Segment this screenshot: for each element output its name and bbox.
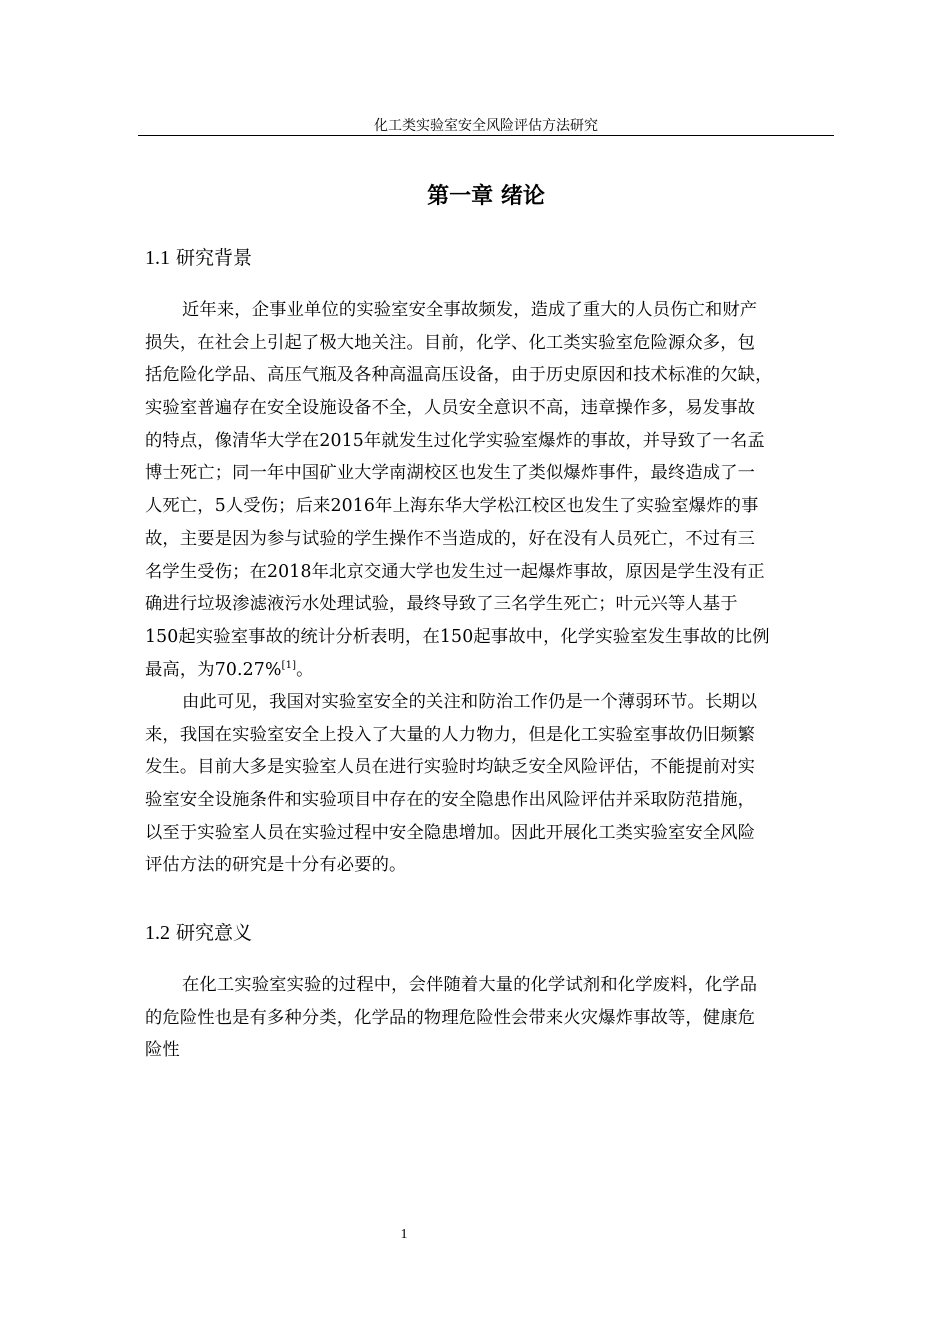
- section-heading-1-2: [145, 920, 252, 946]
- running-header: 化工类实验室安全风险评估方法研究: [374, 118, 598, 134]
- line-tail: 。: [296, 659, 314, 680]
- paragraph-line: 评估方法的研究是十分有必要的。: [145, 855, 407, 876]
- paragraph-1-2-a: [145, 969, 829, 1067]
- paragraph-line: 验室安全设施条件和实验项目中存在的安全隐患作出风险评估并采取防范措施，: [145, 790, 756, 811]
- paragraph-line: 人死亡，5人受伤；后来2016年上海东华大学松江校区也发生了实验室爆炸的事: [145, 496, 759, 517]
- paragraph-line: 发生。目前大多是实验室人员在进行实验时均缺乏安全风险评估，不能提前对实: [145, 757, 756, 778]
- paragraph-1-1-b: [145, 686, 829, 882]
- paragraph-line: 损失，在社会上引起了极大地关注。目前，化学、化工类实验室危险源众多，包: [145, 332, 756, 353]
- paragraph-line: 确进行垃圾渗滤液污水处理试验，最终导致了三名学生死亡；叶元兴等人基于: [145, 594, 738, 615]
- section-number: 1.2: [145, 922, 170, 944]
- paragraph-line: 近年来，企事业单位的实验室安全事故频发，造成了重大的人员伤亡和财产: [182, 300, 758, 320]
- paragraph-line: 在化工实验室实验的过程中，会伴随着大量的化学试剂和化学废料，化学品: [182, 975, 758, 995]
- paragraph-line: 括危险化学品、高压气瓶及各种高温高压设备，由于历史原因和技术标准的欠缺，: [145, 365, 773, 386]
- paragraph-line: 来，我国在实验室安全上投入了大量的人力物力，但是化工实验室事故仍旧频繁: [145, 724, 756, 745]
- line-text: 最高，为70.27%: [145, 659, 282, 680]
- chapter-title: 第一章 绪论: [427, 184, 545, 209]
- paragraph-line: 博士死亡；同一年中国矿业大学南湖校区也发生了类似爆炸事件，最终造成了一: [145, 463, 756, 484]
- citation-ref: [1]: [281, 659, 297, 671]
- paragraph-line: 由此可见，我国对实验室安全的关注和防治工作仍是一个薄弱环节。长期以: [182, 692, 758, 712]
- section-number: 1.1: [145, 247, 170, 269]
- paragraph-line: 以至于实验室人员在实验过程中安全隐患增加。因此开展化工类实验室安全风险: [145, 822, 756, 843]
- paragraph-line: 150起实验室事故的统计分析表明，在150起事故中，化学实验室发生事故的比例: [145, 626, 770, 647]
- paragraph-line: 故，主要是因为参与试验的学生操作不当造成的，好在没有人员死亡，不过有三: [145, 528, 756, 549]
- section-title: 研究背景: [176, 247, 253, 269]
- section-title: 研究意义: [176, 922, 253, 944]
- paragraph-1-1-a: [145, 294, 829, 686]
- header-rule: [138, 135, 834, 136]
- paragraph-line-last: [145, 654, 829, 687]
- paragraph-line: 的特点，像清华大学在2015年就发生过化学实验室爆炸的事故，并导致了一名孟: [145, 430, 765, 451]
- page-number: 1: [400, 1227, 408, 1242]
- paragraph-line: 的危险性也是有多种分类，化学品的物理危险性会带来火灾爆炸事故等，健康危: [145, 1007, 756, 1028]
- paragraph-line: 实验室普遍存在安全设施设备不全，人员安全意识不高，违章操作多，易发事故: [145, 398, 756, 419]
- paragraph-line: 名学生受伤；在2018年北京交通大学也发生过一起爆炸事故，原因是学生没有正: [145, 561, 765, 582]
- section-heading-1-1: [145, 245, 252, 271]
- paragraph-line: 险性: [145, 1040, 180, 1061]
